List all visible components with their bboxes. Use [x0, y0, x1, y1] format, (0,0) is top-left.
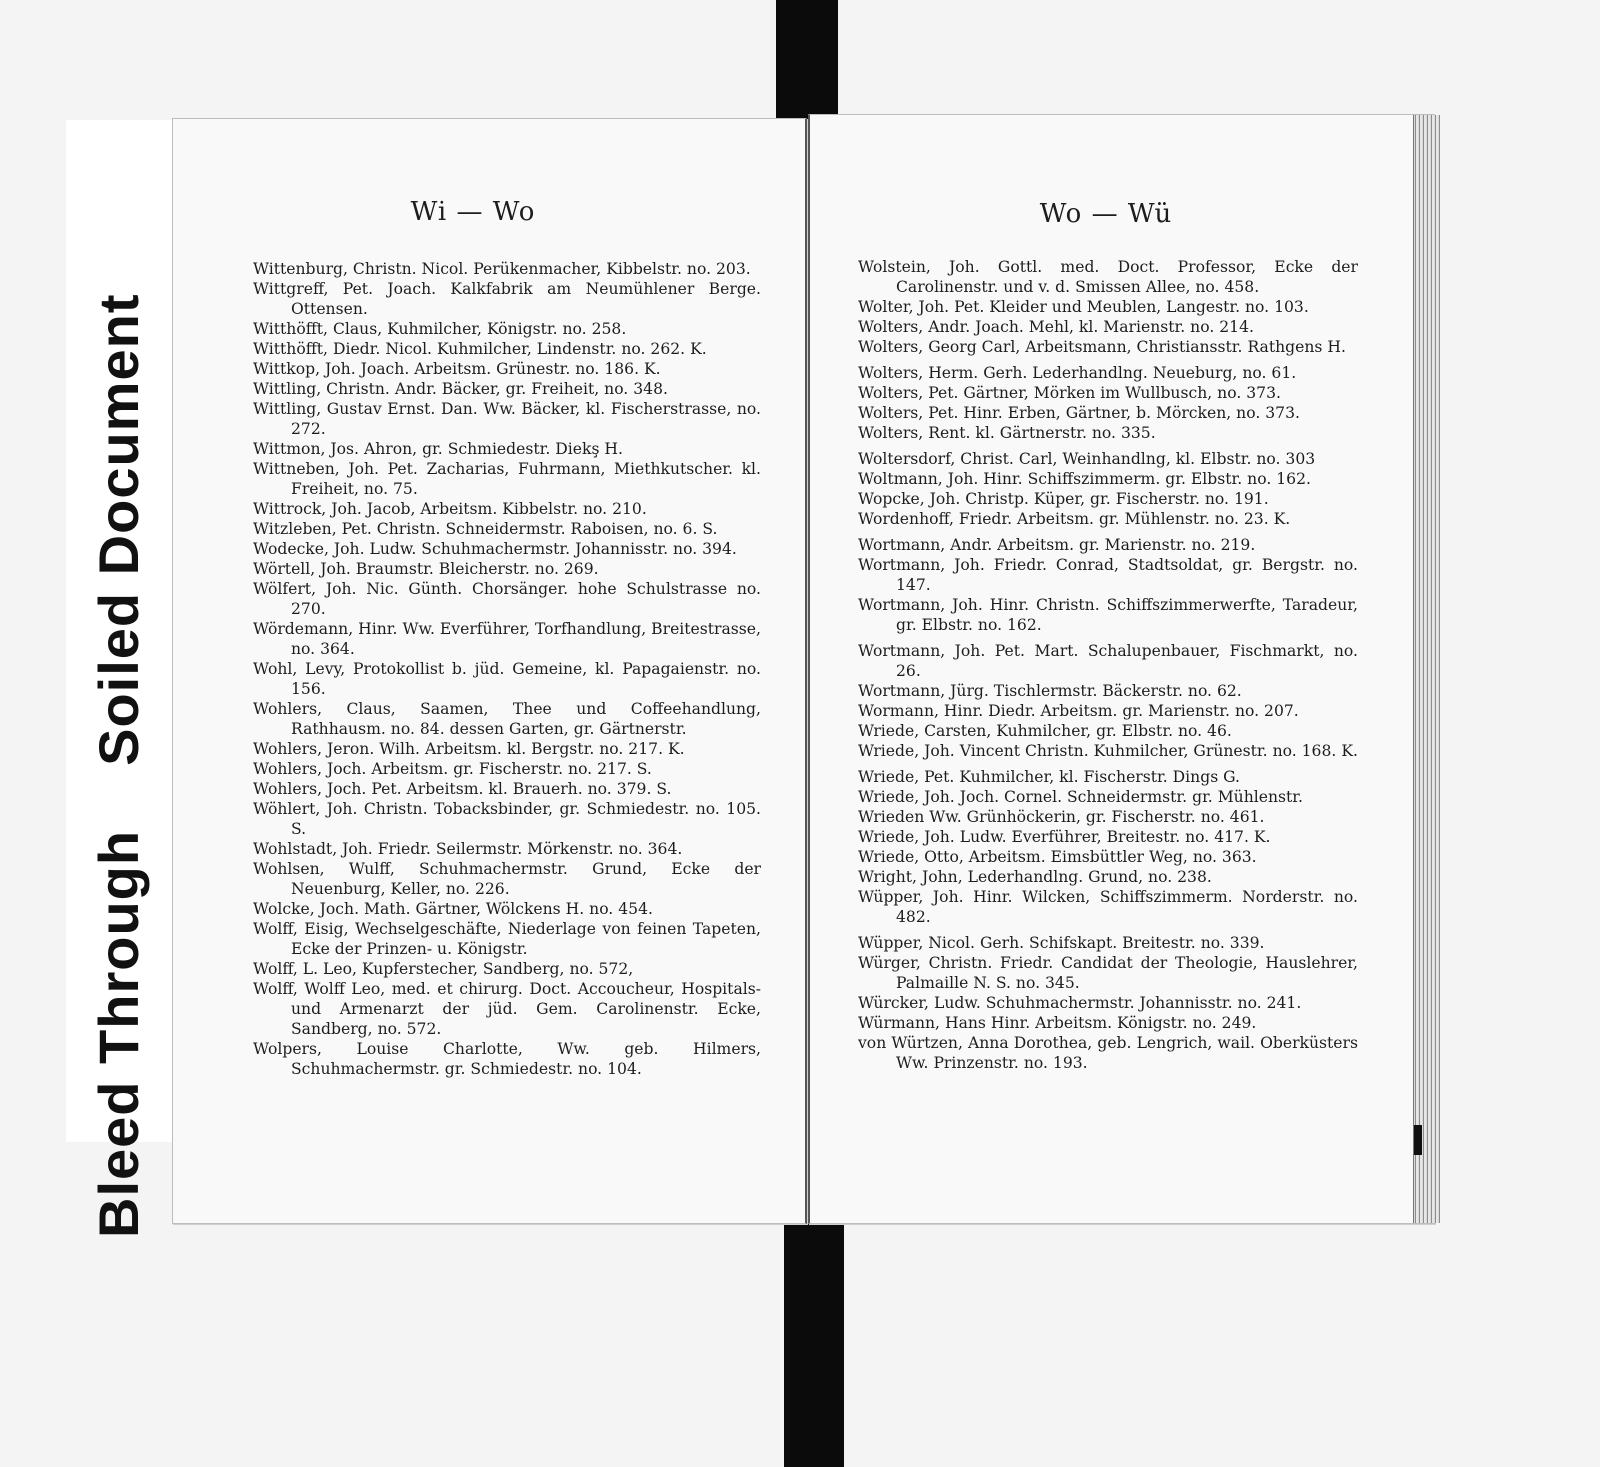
list-item: Wolters, Pet. Gärtner, Mörken im Wullbusch, no. 373.: [858, 384, 1281, 402]
list-item: Wohlers, Joch. Pet. Arbeitsm. kl. Brauerh. no. 379. S.: [253, 780, 672, 798]
list-item: Würger, Christn. Friedr. Candidat der Theologie, Hauslehrer, Palmaille N. S. no. 345.: [858, 954, 1358, 992]
list-item: Wöhlert, Joh. Christn. Tobacksbinder, gr. Schmiedestr. no. 105. S.: [253, 800, 761, 838]
list-item: Wittmon, Jos. Ahron, gr. Schmiedestr. Diekş H.: [253, 440, 623, 458]
list-item: Wolff, Eisig, Wechselgeschäfte, Niederlage von feinen Tapeten, Ecke der Prinzen- u. Königstr.: [253, 920, 761, 958]
list-item: Wriede, Otto, Arbeitsm. Eimsbüttler Weg, no. 363.: [858, 848, 1257, 866]
list-item: Wriede, Joh. Joch. Cornel. Schneidermstr. gr. Mühlenstr.: [858, 788, 1303, 806]
right-page: [808, 114, 1435, 1224]
list-item: Wolters, Rent. kl. Gärtnerstr. no. 335.: [858, 424, 1156, 442]
page-edge: [1413, 115, 1440, 1223]
list-item: Wormann, Hinr. Diedr. Arbeitsm. gr. Marienstr. no. 207.: [858, 702, 1299, 720]
bleed-through-label: Bleed Through: [87, 829, 150, 1238]
list-item: Wohlstadt, Joh. Friedr. Seilermstr. Mörkenstr. no. 364.: [253, 840, 683, 858]
list-item: Wortmann, Jürg. Tischlermstr. Bäckerstr. no. 62.: [858, 682, 1242, 700]
list-item: Wolcke, Joch. Math. Gärtner, Wölckens H. no. 454.: [253, 900, 653, 918]
list-item: Wortmann, Andr. Arbeitsm. gr. Marienstr. no. 219.: [858, 536, 1256, 554]
list-item: Wörtell, Joh. Braumstr. Bleicherstr. no. 269.: [253, 560, 599, 578]
list-item: Wolters, Pet. Hinr. Erben, Gärtner, b. Mörcken, no. 373.: [858, 404, 1300, 422]
list-item: Wördemann, Hinr. Ww. Everführer, Torfhandlung, Breitestrasse, no. 364.: [253, 620, 761, 658]
list-item: Wüpper, Joh. Hinr. Wilcken, Schiffszimmerm. Norderstr. no. 482.: [858, 888, 1358, 926]
condition-stamp-text: [86, 238, 151, 1238]
left-page: [172, 118, 807, 1224]
list-item: Wortmann, Joh. Friedr. Conrad, Stadtsoldat, gr. Bergstr. no. 147.: [858, 556, 1358, 594]
right-page-header: Wo — Wü: [1039, 199, 1173, 229]
list-item: Woltmann, Joh. Hinr. Schiffszimmerm. gr. Elbstr. no. 162.: [858, 470, 1311, 488]
list-item: Wölfert, Joh. Nic. Günth. Chorsänger. hohe Schulstrasse no. 270.: [253, 580, 761, 618]
list-item: Wüpper, Nicol. Gerh. Schifskapt. Breitestr. no. 339.: [858, 934, 1265, 952]
list-item: Wohlers, Claus, Saamen, Thee und Coffeehandlung, Rathhausm. no. 84. dessen Garten, gr. Gärtnerstr.: [253, 700, 761, 738]
list-item: Witthöfft, Diedr. Nicol. Kuhmilcher, Lindenstr. no. 262. K.: [253, 340, 707, 358]
list-item: Woltersdorf, Christ. Carl, Weinhandlng, kl. Elbstr. no. 303: [858, 450, 1316, 468]
list-item: Wriede, Joh. Ludw. Everführer, Breitestr. no. 417. K.: [858, 828, 1271, 846]
list-item: Würmann, Hans Hinr. Arbeitsm. Königstr. no. 249.: [858, 1014, 1257, 1032]
list-item: Wittrock, Joh. Jacob, Arbeitsm. Kibbelstr. no. 210.: [253, 500, 647, 518]
binding-strip-bottom: [784, 1222, 844, 1467]
list-item: Witzleben, Pet. Christn. Schneidermstr. Raboisen, no. 6. S.: [253, 520, 718, 538]
right-entry-list: [858, 257, 1358, 1073]
soiled-document-label: Soiled Document: [87, 293, 150, 766]
list-item: Wolters, Georg Carl, Arbeitsmann, Christiansstr. Rathgens H.: [858, 338, 1346, 356]
left-entry-list: [253, 259, 761, 1079]
list-item: Wolff, Wolff Leo, med. et chirurg. Doct. Accoucheur, Hospitals- und Armenarzt der jüd. Gem. Carolinenstr. Ecke, Sandberg, no. 572.: [253, 980, 761, 1038]
list-item: Witthöfft, Claus, Kuhmilcher, Königstr. no. 258.: [253, 320, 627, 338]
list-item: Wohlers, Joch. Arbeitsm. gr. Fischerstr. no. 217. S.: [253, 760, 652, 778]
left-page-header: Wi — Wo: [410, 197, 536, 227]
list-item: Wolstein, Joh. Gottl. med. Doct. Professor, Ecke der Carolinenstr. und v. d. Smissen Allee, no. 458.: [858, 258, 1358, 296]
list-item: Wittneben, Joh. Pet. Zacharias, Fuhrmann, Miethkutscher. kl. Freiheit, no. 75.: [253, 460, 761, 498]
list-item: Wriede, Joh. Vincent Christn. Kuhmilcher, Grünestr. no. 168. K.: [858, 742, 1358, 760]
list-item: Wortmann, Joh. Hinr. Christn. Schiffszimmerwerfte, Taradeur, gr. Elbstr. no. 162.: [858, 596, 1358, 634]
list-item: Wopcke, Joh. Christp. Küper, gr. Fischerstr. no. 191.: [858, 490, 1269, 508]
condition-stamp: [66, 120, 172, 1238]
list-item: Wittkop, Joh. Joach. Arbeitsm. Grünestr. no. 186. K.: [253, 360, 661, 378]
list-item: Wolpers, Louise Charlotte, Ww. geb. Hilmers, Schuhmachermstr. gr. Schmiedestr. no. 104.: [253, 1040, 761, 1078]
list-item: Wohlers, Jeron. Wilh. Arbeitsm. kl. Bergstr. no. 217. K.: [253, 740, 685, 758]
list-item: Wordenhoff, Friedr. Arbeitsm. gr. Mühlenstr. no. 23. K.: [858, 510, 1291, 528]
list-item: Wriede, Carsten, Kuhmilcher, gr. Elbstr. no. 46.: [858, 722, 1232, 740]
list-item: Wolters, Andr. Joach. Mehl, kl. Marienstr. no. 214.: [858, 318, 1254, 336]
list-item: Wolff, L. Leo, Kupferstecher, Sandberg, no. 572,: [253, 960, 634, 978]
list-item: Wolter, Joh. Pet. Kleider und Meublen, Langestr. no. 103.: [858, 298, 1309, 316]
list-item: Wright, John, Lederhandlng. Grund, no. 238.: [858, 868, 1212, 886]
list-item: Wrieden Ww. Grünhöckerin, gr. Fischerstr. no. 461.: [858, 808, 1265, 826]
binding-strip-top: [776, 0, 838, 128]
list-item: Wohlsen, Wulff, Schuhmachermstr. Grund, Ecke der Neuenburg, Keller, no. 226.: [253, 860, 761, 898]
list-item: von Würtzen, Anna Dorothea, geb. Lengrich, wail. Oberküsters Ww. Prinzenstr. no. 193.: [858, 1034, 1358, 1072]
list-item: Wortmann, Joh. Pet. Mart. Schalupenbauer, Fischmarkt, no. 26.: [858, 642, 1358, 680]
list-item: Wriede, Pet. Kuhmilcher, kl. Fischerstr. Dings G.: [858, 768, 1241, 786]
list-item: Würcker, Ludw. Schuhmachermstr. Johannisstr. no. 241.: [858, 994, 1302, 1012]
list-item: Wittgreff, Pet. Joach. Kalkfabrik am Neumühlener Berge. Ottensen.: [253, 280, 761, 318]
list-item: Wittling, Gustav Ernst. Dan. Ww. Bäcker, kl. Fischerstrasse, no. 272.: [253, 400, 761, 438]
list-item: Wohl, Levy, Protokollist b. jüd. Gemeine, kl. Papagaienstr. no. 156.: [253, 660, 761, 698]
list-item: Wittling, Christn. Andr. Bäcker, gr. Freiheit, no. 348.: [253, 380, 668, 398]
list-item: Wolters, Herm. Gerh. Lederhandlng. Neueburg, no. 61.: [858, 364, 1297, 382]
list-item: Wittenburg, Christn. Nicol. Perükenmacher, Kibbelstr. no. 203.: [253, 260, 751, 278]
list-item: Wodecke, Joh. Ludw. Schuhmachermstr. Johannisstr. no. 394.: [253, 540, 737, 558]
page-edge-mark: [1414, 1125, 1422, 1155]
